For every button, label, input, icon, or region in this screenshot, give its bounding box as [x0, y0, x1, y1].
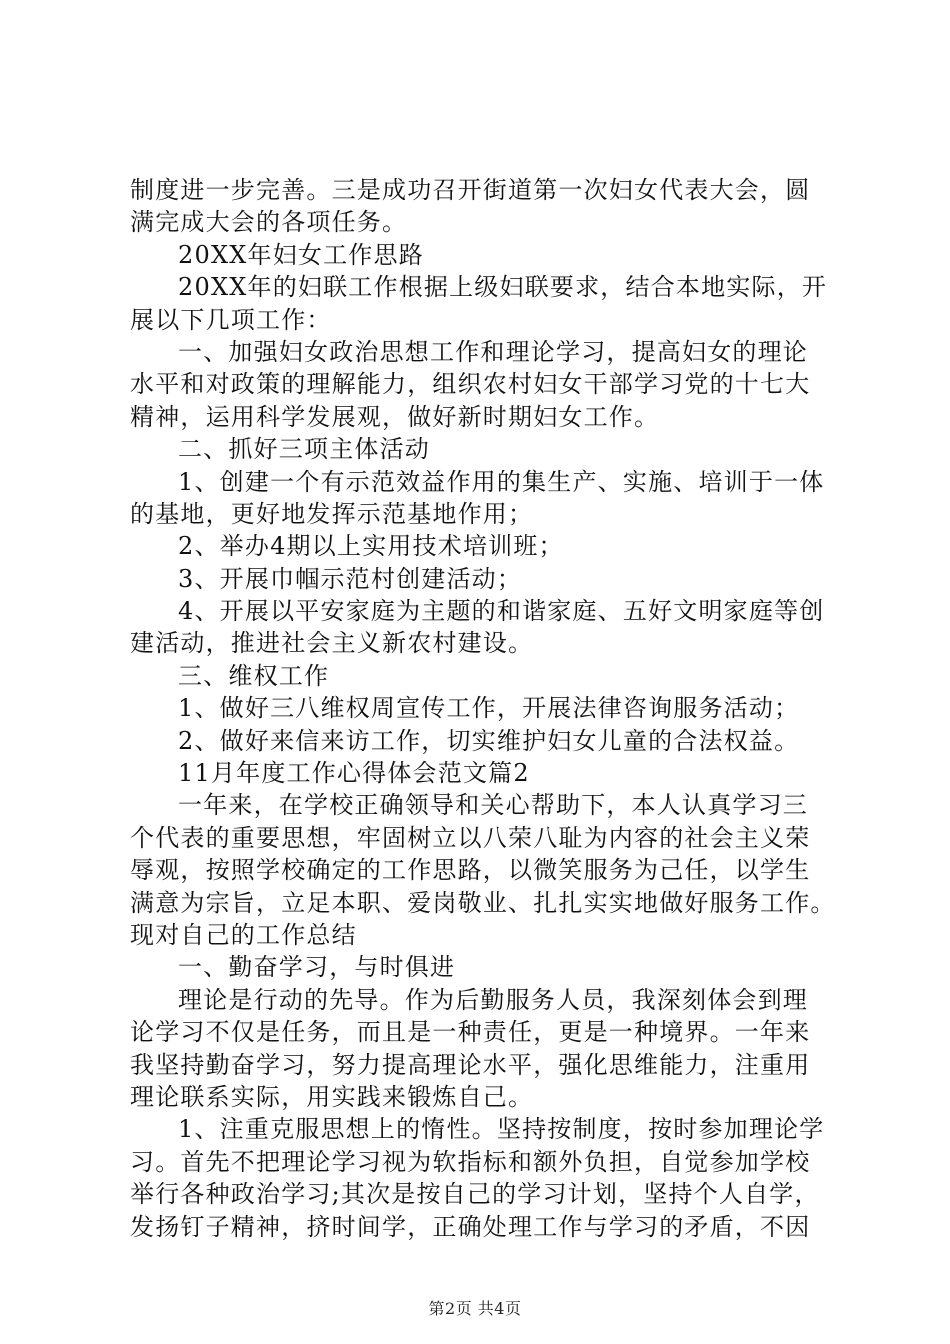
- paragraph-line: 理论是行动的先导。作为后勤服务人员，我深刻体会到理: [178, 985, 808, 1014]
- paragraph-line: 制度进一步完善。三是成功召开街道第一次妇女代表大会，圆: [130, 176, 811, 204]
- list-item-continuation: 习。首先不把理论学习视为软指标和额外负担，自觉参加学校: [130, 1147, 811, 1176]
- list-item-continuation: 发扬钉子精神，挤时间学，正确处理工作与学习的矛盾，不因: [130, 1212, 811, 1241]
- paragraph-line: 现对自己的工作总结: [130, 920, 357, 949]
- paragraph-line: 满完成大会的各项任务。: [130, 208, 408, 237]
- page-number-footer: 第2页 共4页: [428, 1299, 522, 1318]
- paragraph-line: 一、加强妇女政治思想工作和理论学习，提高妇女的理论: [178, 337, 808, 366]
- list-item: 3、开展巾帼示范村创建活动；: [178, 564, 523, 593]
- paragraph-line: 个代表的重要思想，牢固树立以八荣八耻为内容的社会主义荣: [130, 823, 811, 852]
- list-item: 1、创建一个有示范效益作用的集生产、实施、培训于一体: [178, 467, 825, 496]
- section-heading: 三、维权工作: [178, 661, 330, 690]
- list-item-continuation: 的基地，更好地发挥示范基地作用；: [130, 499, 534, 528]
- list-item: 2、举办4期以上实用技术培训班；: [178, 532, 564, 561]
- paragraph-line: 展以下几项工作：: [130, 305, 332, 334]
- list-item-continuation: 举行各种政治学习;其次是按自己的学习计划，坚持个人自学，: [130, 1180, 820, 1209]
- list-item: 1、做好三八维权周宣传工作，开展法律咨询服务活动；: [178, 694, 800, 723]
- section-heading: 一、勤奋学习，与时俱进: [178, 953, 456, 982]
- paragraph-line: 20XX年的妇联工作根据上级妇联要求，结合本地实际，开: [178, 273, 828, 302]
- article-title: 11月年度工作心得体会范文篇2: [178, 759, 530, 788]
- list-item-continuation: 建活动，推进社会主义新农村建设。: [130, 629, 534, 658]
- section-heading: 二、抓好三项主体活动: [178, 435, 430, 464]
- paragraph-line: 辱观，按照学校确定的工作思路，以微笑服务为己任，以学生: [130, 856, 811, 885]
- paragraph-line: 一年来，在学校正确领导和关心帮助下，本人认真学习三: [178, 791, 808, 820]
- list-item: 1、注重克服思想上的惰性。坚持按制度，按时参加理论学: [178, 1115, 825, 1144]
- document-body: [130, 174, 836, 1243]
- paragraph-line: 精神，运用科学发展观，做好新时期妇女工作。: [130, 402, 660, 431]
- paragraph-line: 论学习不仅是任务，而且是一种责任，更是一种境界。一年来: [130, 1018, 811, 1047]
- paragraph-line: 水平和对政策的理解能力，组织农村妇女干部学习党的十七大: [130, 370, 811, 399]
- list-item: 4、开展以平安家庭为主题的和谐家庭、五好文明家庭等创: [178, 597, 825, 626]
- paragraph-line: 我坚持勤奋学习，努力提高理论水平，强化思维能力，注重用: [130, 1050, 811, 1079]
- section-heading: 20XX年妇女工作思路: [178, 240, 424, 269]
- paragraph-line: 满意为宗旨，立足本职、爱岗敬业、扎扎实实地做好服务工作。: [130, 888, 836, 917]
- list-item: 2、做好来信来访工作，切实维护妇女儿童的合法权益。: [178, 726, 800, 755]
- paragraph-line: 理论联系实际，用实践来锻炼自己。: [130, 1082, 534, 1111]
